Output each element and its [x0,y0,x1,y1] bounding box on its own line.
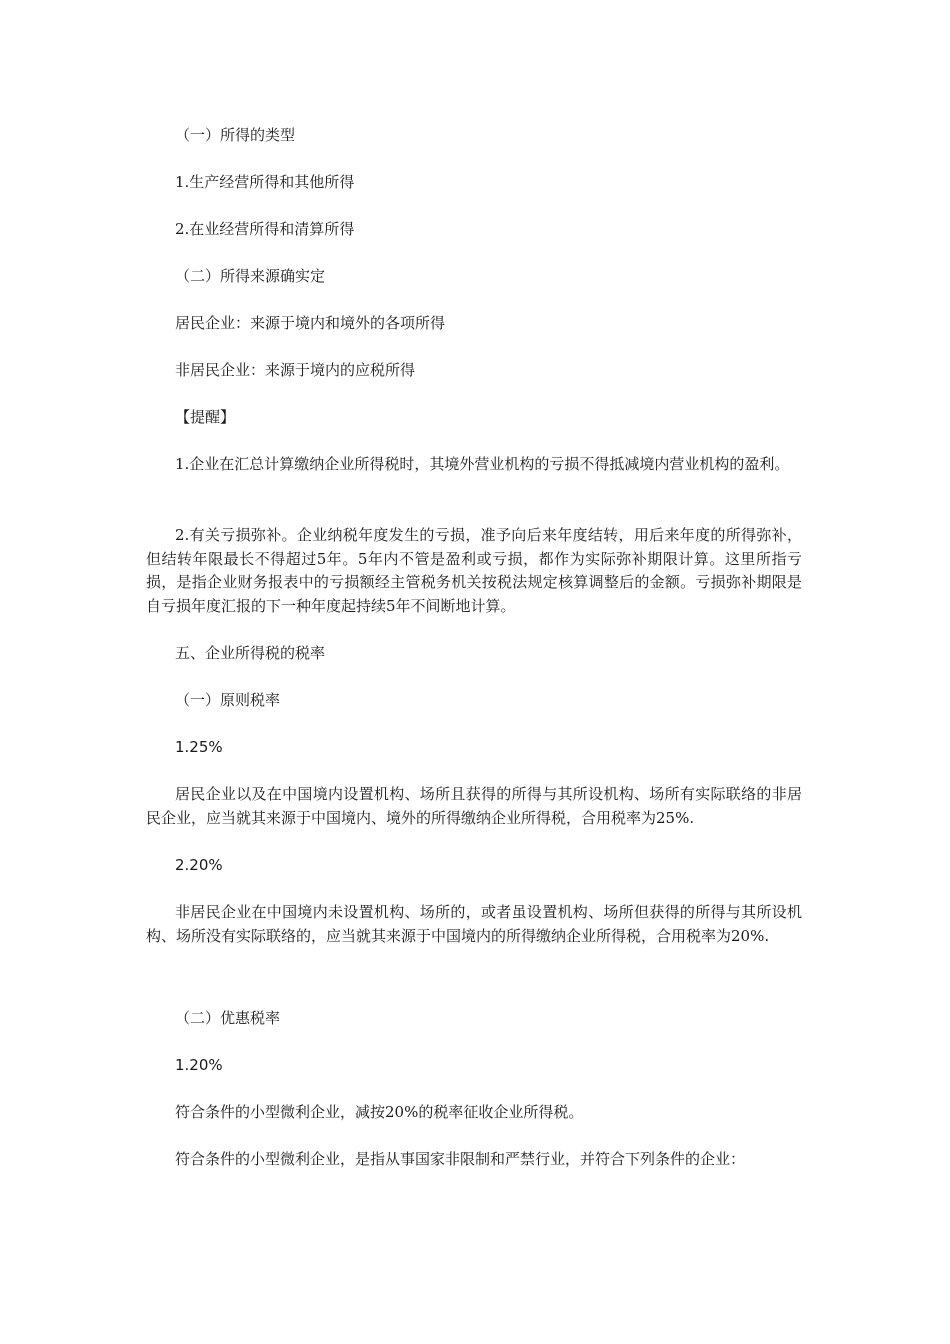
paragraph-nonresident-enterprise: 非居民企业：来源于境内的应税所得 [175,361,416,379]
list-item-liquidation-income: 2.在业经营所得和清算所得 [175,220,355,238]
paragraph-reminder-1: 1.企业在汇总计算缴纳企业所得税时，其境外营业机构的亏损不得抵减境内营业机构的盈利。 [175,455,790,473]
paragraph-resident-enterprise: 居民企业：来源于境内和境外的各项所得 [175,314,446,332]
list-item-rate-25: 1.25% [175,738,223,756]
paragraph-rate-20: 非居民企业在中国境内未设置机构、场所的，或者虽设置机构、场所但获得的所得与其所设机构、场所没有实际联络的，应当就其来源于中国境内的所得缴纳企业所得税，合用税率为20%. [146,903,802,945]
heading-preferential-rate: （二）优惠税率 [175,1009,281,1027]
list-item-production-income: 1.生产经营所得和其他所得 [175,173,355,191]
heading-income-types: （一）所得的类型 [175,126,296,144]
heading-standard-rate: （一）原则税率 [175,691,281,709]
heading-reminder: 【提醒】 [175,408,236,426]
list-item-rate-20: 2.20% [175,856,223,874]
paragraph-small-enterprise-definition: 符合条件的小型微利企业，是指从事国家非限制和严禁行业，并符合下列条件的企业： [175,1150,746,1168]
paragraph-rate-25: 居民企业以及在中国境内设置机构、场所且获得的所得与其所设机构、场所有实际联络的非居民企业，应当就其来源于中国境内、境外的所得缴纳企业所得税，合用税率为25%. [146,785,802,827]
heading-section-five: 五、企业所得税的税率 [175,644,326,662]
paragraph-reminder-2: 2.有关亏损弥补。企业纳税年度发生的亏损，准予向后来年度结转，用后来年度的所得弥补，但结转年限最长不得超过5年。5年内不管是盈利或亏损，都作为实际弥补期限计算。这里所指亏损，是指企业财务报表中的亏损额经主管税务机关按税法规定核算调整后的金额。亏损弥补期限是自亏损年度汇报的下一种年度起持续5年不间断地计算。 [146,526,802,615]
paragraph-small-enterprise: 符合条件的小型微利企业，减按20%的税率征收企业所得税。 [175,1103,584,1121]
list-item-preferential-20: 1.20% [175,1056,223,1074]
heading-income-source: （二）所得来源确实定 [175,267,326,285]
